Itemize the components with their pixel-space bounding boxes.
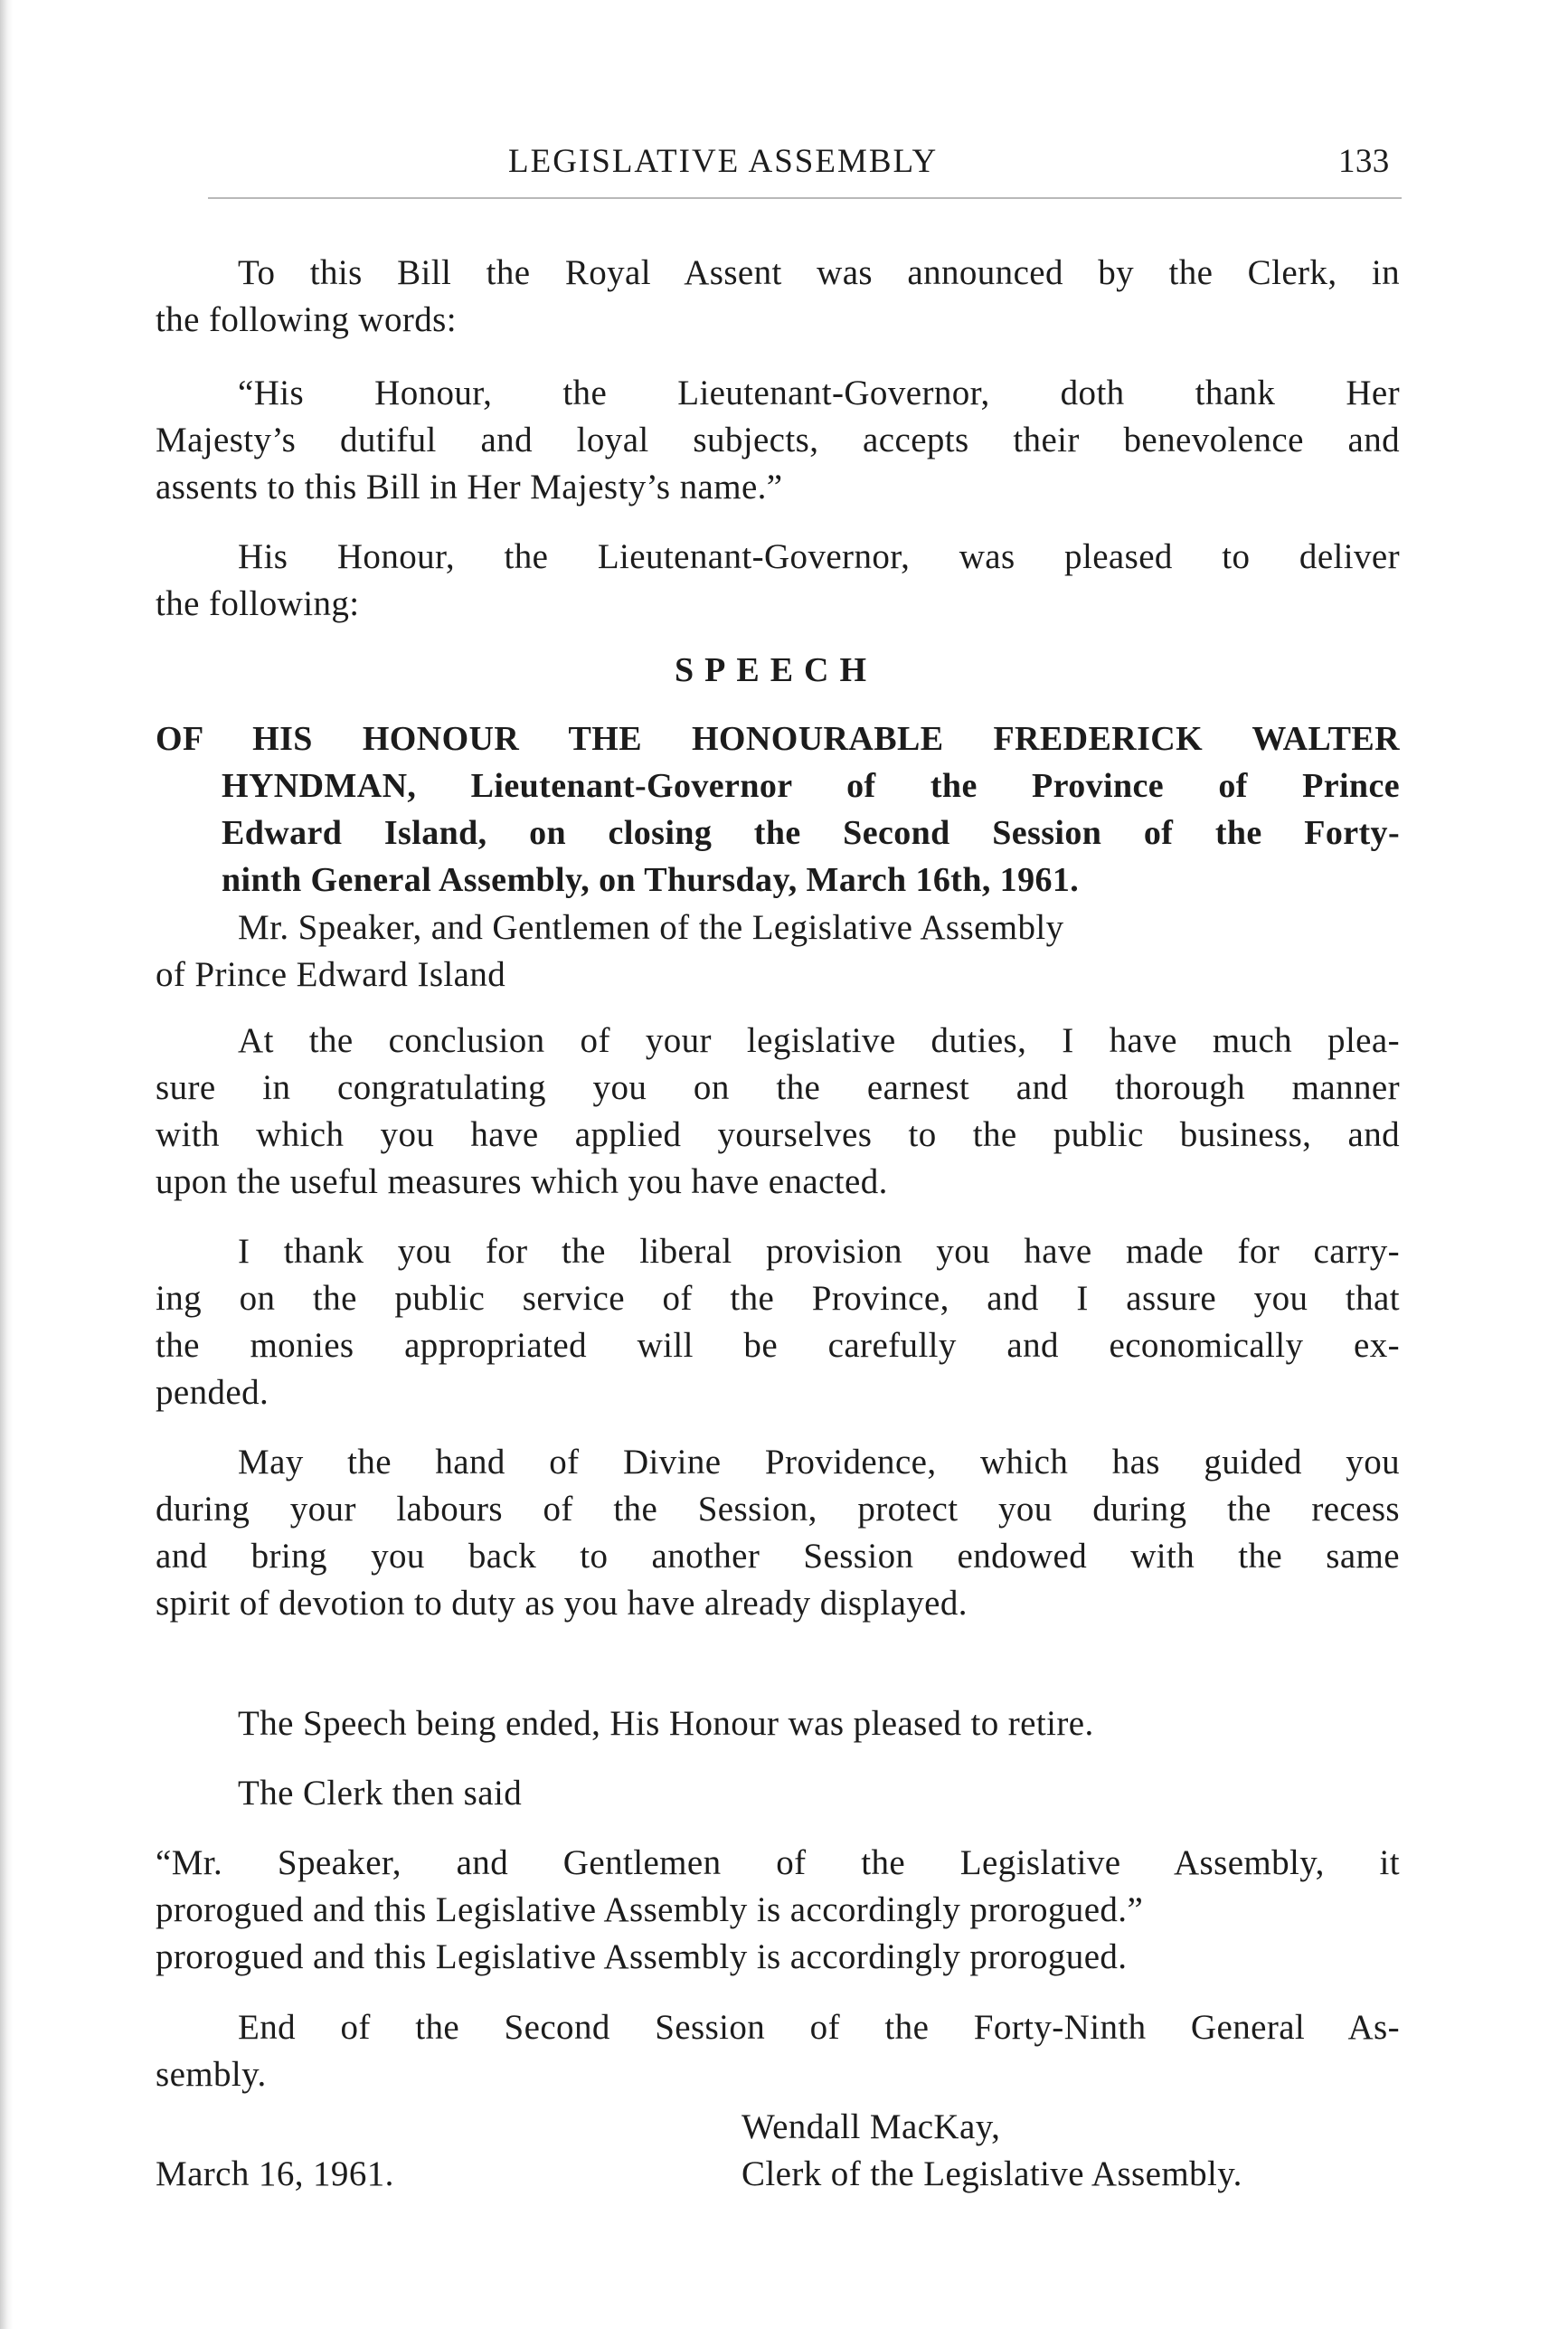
paragraph-line: the following words: (156, 300, 457, 339)
scan-edge-shadow (0, 0, 13, 2329)
quote-line: assents to this Bill in Her Majesty’s name.” (156, 468, 783, 507)
quote-line: “His Honour, the Lieutenant-Governor, doth thank Her (238, 374, 1400, 412)
speech-line: the monies appropriated will be carefully and economically ex- (156, 1326, 1400, 1365)
end-session-line: sembly. (156, 2055, 267, 2094)
prorogue-line: prorogued and this Legislative Assembly is accordingly prorogued.” (156, 1890, 1144, 1929)
speech-line: and bring you back to another Session endowed with the same (156, 1537, 1400, 1576)
speech-line: ing on the public service of the Province, and I assure you that (156, 1279, 1400, 1318)
date-line: March 16, 1961. (156, 2154, 394, 2193)
page-number: 133 (1338, 143, 1390, 180)
signature-name: Wendall MacKay, (741, 2107, 1001, 2146)
speech-line: May the hand of Divine Providence, which has guided you (238, 1443, 1400, 1482)
speech-line: I thank you for the liberal provision you have made for carry- (238, 1232, 1400, 1271)
address-line: Mr. Speaker, and Gentlemen of the Legislative Assembly (238, 908, 1064, 947)
running-head: LEGISLATIVE ASSEMBLY (508, 143, 939, 180)
speech-ended-line: The Speech being ended, His Honour was pleased to retire. (238, 1704, 1094, 1743)
end-session-line: End of the Second Session of the Forty-Ninth General As- (238, 2008, 1400, 2047)
speech-title-line: ninth General Assembly, on Thursday, March 16th, 1961. (222, 861, 1080, 899)
speech-line: At the conclusion of your legislative duties, I have much plea- (238, 1021, 1400, 1060)
speech-title-line: OF HIS HONOUR THE HONOURABLE FREDERICK WALTER (156, 720, 1400, 758)
speech-line: during your labours of the Session, protect you during the recess (156, 1490, 1400, 1529)
prorogue-line: “Mr. Speaker, and Gentlemen of the Legislative Assembly, it (156, 1843, 1400, 1882)
speech-title-line: Edward Island, on closing the Second Session of the Forty- (222, 814, 1400, 852)
speech-line: with which you have applied yourselves to the public business, and (156, 1115, 1400, 1154)
header-rule (208, 197, 1402, 199)
signature-title: Clerk of the Legislative Assembly. (741, 2154, 1242, 2193)
paragraph-line: His Honour, the Lieutenant-Governor, was pleased to deliver (238, 537, 1400, 576)
paragraph-line: the following: (156, 584, 360, 623)
speech-line: spirit of devotion to duty as you have already displayed. (156, 1584, 968, 1623)
paragraph-line: To this Bill the Royal Assent was announced by the Clerk, in (238, 253, 1400, 292)
address-line: of Prince Edward Island (156, 955, 506, 994)
clerk-said-line: The Clerk then said (238, 1774, 523, 1813)
quote-line: Majesty’s dutiful and loyal subjects, accepts their benevolence and (156, 421, 1400, 459)
speech-line: sure in congratulating you on the earnest and thorough manner (156, 1068, 1400, 1107)
speech-heading: SPEECH (675, 651, 878, 689)
speech-line: upon the useful measures which you have enacted. (156, 1162, 888, 1201)
prorogue-line: prorogued and this Legislative Assembly is accordingly prorogued. (156, 1937, 1128, 1976)
speech-title-line: HYNDMAN, Lieutenant-Governor of the Province of Prince (222, 767, 1400, 805)
speech-line: pended. (156, 1373, 269, 1412)
